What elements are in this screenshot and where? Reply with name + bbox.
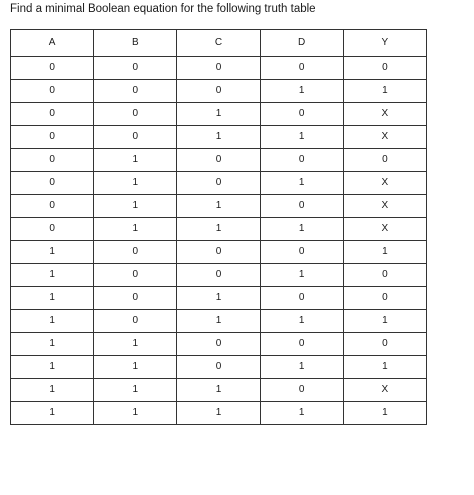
table-row [11, 103, 427, 126]
cell-y: 0 [343, 264, 426, 287]
truth-table-body [11, 57, 427, 425]
cell-y: 0 [343, 57, 426, 80]
cell-y: X [343, 218, 426, 241]
cell-b: 0 [94, 80, 177, 103]
table-row [11, 264, 427, 287]
cell-b: 1 [94, 218, 177, 241]
header-d: D [260, 30, 343, 57]
cell-y: X [343, 195, 426, 218]
cell-c: 0 [177, 149, 260, 172]
cell-a: 1 [11, 264, 94, 287]
cell-c: 1 [177, 126, 260, 149]
cell-d: 1 [260, 218, 343, 241]
cell-b: 1 [94, 172, 177, 195]
cell-d: 0 [260, 287, 343, 310]
cell-d: 1 [260, 356, 343, 379]
table-row [11, 172, 427, 195]
cell-d: 0 [260, 103, 343, 126]
cell-b: 0 [94, 103, 177, 126]
header-a: A [11, 30, 94, 57]
cell-b: 1 [94, 402, 177, 425]
table-row [11, 402, 427, 425]
cell-b: 1 [94, 379, 177, 402]
table-row [11, 241, 427, 264]
cell-d: 1 [260, 126, 343, 149]
cell-c: 1 [177, 195, 260, 218]
cell-d: 1 [260, 402, 343, 425]
cell-y: 0 [343, 333, 426, 356]
cell-a: 0 [11, 218, 94, 241]
header-row [11, 30, 427, 57]
cell-d: 0 [260, 57, 343, 80]
cell-a: 1 [11, 287, 94, 310]
cell-c: 1 [177, 310, 260, 333]
cell-b: 1 [94, 195, 177, 218]
cell-b: 0 [94, 126, 177, 149]
cell-d: 0 [260, 379, 343, 402]
cell-a: 0 [11, 103, 94, 126]
cell-y: 1 [343, 241, 426, 264]
table-row [11, 379, 427, 402]
table-row [11, 195, 427, 218]
cell-c: 1 [177, 287, 260, 310]
truth-table [10, 29, 427, 425]
cell-y: 0 [343, 149, 426, 172]
cell-b: 1 [94, 356, 177, 379]
header-y: Y [343, 30, 426, 57]
cell-d: 0 [260, 241, 343, 264]
header-b: B [94, 30, 177, 57]
cell-d: 1 [260, 264, 343, 287]
cell-c: 1 [177, 218, 260, 241]
cell-b: 0 [94, 310, 177, 333]
table-row [11, 57, 427, 80]
cell-a: 0 [11, 149, 94, 172]
cell-c: 0 [177, 356, 260, 379]
cell-a: 0 [11, 80, 94, 103]
cell-a: 1 [11, 310, 94, 333]
cell-a: 1 [11, 402, 94, 425]
cell-y: 1 [343, 356, 426, 379]
cell-a: 1 [11, 379, 94, 402]
cell-d: 0 [260, 333, 343, 356]
header-c: C [177, 30, 260, 57]
cell-b: 1 [94, 333, 177, 356]
cell-y: X [343, 126, 426, 149]
cell-b: 0 [94, 287, 177, 310]
cell-b: 1 [94, 149, 177, 172]
question-text: Find a minimal Boolean equation for the following truth table [10, 3, 316, 15]
cell-d: 1 [260, 80, 343, 103]
cell-y: X [343, 103, 426, 126]
cell-b: 0 [94, 264, 177, 287]
cell-c: 0 [177, 264, 260, 287]
table-row [11, 80, 427, 103]
table-row [11, 310, 427, 333]
table-row [11, 218, 427, 241]
table-row [11, 126, 427, 149]
table-row [11, 333, 427, 356]
cell-d: 1 [260, 172, 343, 195]
cell-c: 1 [177, 379, 260, 402]
cell-a: 0 [11, 57, 94, 80]
cell-c: 0 [177, 333, 260, 356]
cell-c: 0 [177, 80, 260, 103]
cell-c: 1 [177, 402, 260, 425]
cell-y: 1 [343, 80, 426, 103]
cell-a: 0 [11, 126, 94, 149]
cell-y: 1 [343, 310, 426, 333]
cell-b: 0 [94, 241, 177, 264]
cell-d: 0 [260, 149, 343, 172]
cell-a: 0 [11, 172, 94, 195]
cell-a: 0 [11, 195, 94, 218]
cell-a: 1 [11, 356, 94, 379]
cell-c: 0 [177, 241, 260, 264]
cell-c: 0 [177, 172, 260, 195]
cell-c: 0 [177, 57, 260, 80]
table-row [11, 149, 427, 172]
cell-a: 1 [11, 333, 94, 356]
cell-a: 1 [11, 241, 94, 264]
cell-y: X [343, 379, 426, 402]
cell-y: 1 [343, 402, 426, 425]
cell-y: X [343, 172, 426, 195]
table-row [11, 287, 427, 310]
cell-c: 1 [177, 103, 260, 126]
cell-d: 0 [260, 195, 343, 218]
cell-d: 1 [260, 310, 343, 333]
cell-y: 0 [343, 287, 426, 310]
cell-b: 0 [94, 57, 177, 80]
table-row [11, 356, 427, 379]
